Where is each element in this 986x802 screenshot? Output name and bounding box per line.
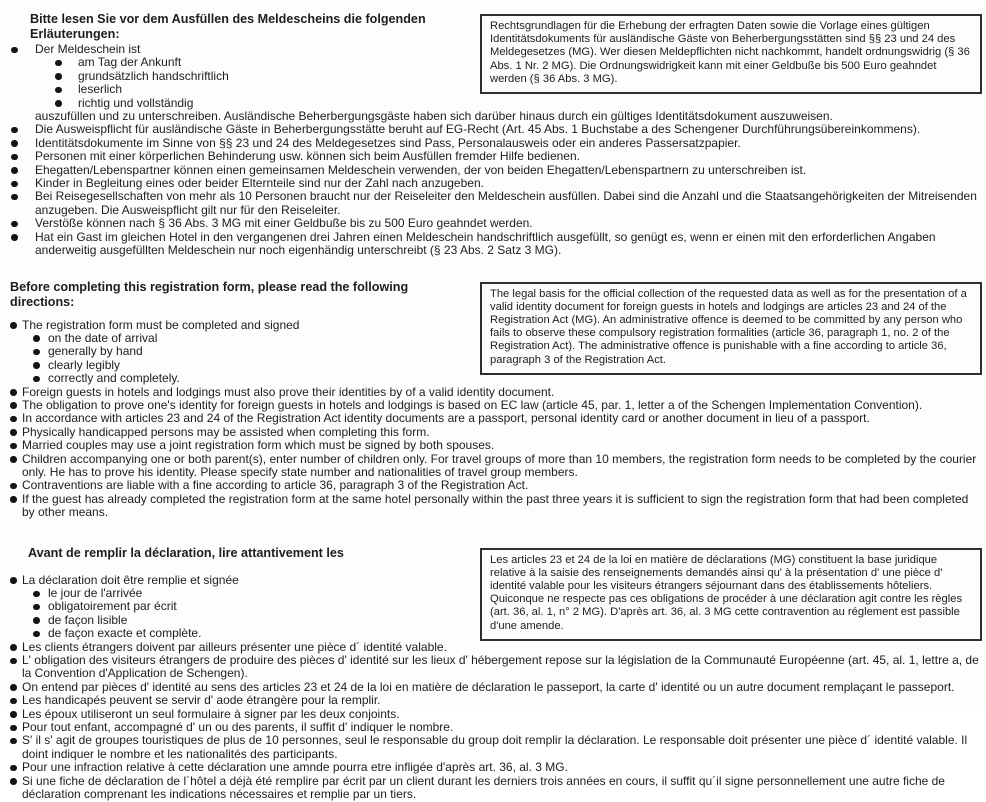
sub-list (35, 56, 982, 110)
sub-list-item-text: leserlich (78, 82, 123, 97)
bullet-icon (33, 349, 40, 356)
list-item (8, 439, 982, 452)
list-item (8, 708, 982, 721)
sub-list-item-text: am Tag der Ankunft (78, 55, 182, 70)
list-item (8, 479, 982, 492)
list-item-text: Identitätsdokumente im Sinne von §§ 23 und 24 des Meldegesetzes sind Pass, Personalausweis oder ein anderes Passersatzpapier. (35, 135, 741, 150)
list-item-text: The obligation to prove one's identity for foreign guests in hotels and lodgings is based on EC law (article 45, par. 1, letter a of the Schengen Implementation Convention). (22, 397, 923, 412)
sub-list-item-text: correctly and completely. (48, 371, 180, 386)
list-item-continuation: auszufüllen und zu unterschreiben. Ausländische Beherbergungsgäste haben sich darüber hinaus durch ein gültiges Identitätsdokument auszuweisen. (35, 109, 833, 124)
section-german-instructions (8, 12, 982, 258)
list-item-text: Les handicapés peuvent se servir d' aode étrangère pour la remplir. (22, 693, 381, 708)
list-item (8, 399, 982, 412)
list-item (8, 654, 982, 681)
sub-list-item-text: generally by hand (48, 344, 143, 359)
sub-list-item-text: clearly legibly (48, 357, 121, 372)
bullet-icon (10, 389, 17, 396)
list-item-text: Les clients étrangers doivent par ailleurs présenter une pièce d´ identité valable. (22, 639, 447, 654)
bullet-icon (10, 577, 17, 584)
list-item-text: Ehegatten/Lebenspartner können einen gemeinsamen Meldeschein verwenden, der von beiden Ehegatten/Lebenspartnern zu unterschreiben ist. (35, 162, 807, 177)
list-item-text: Hat ein Gast im gleichen Hotel in den vergangenen drei Jahren einen Meldeschein handschriftlich ausgefüllt, so genügt es, wenn er einen mit den erforderlichen Angaben anderweitig ausgefüllten Meldeschein nur noch eigenhändig unterschreibt (§ 23 Abs. 2 Satz 3 MG). (35, 229, 936, 258)
legal-basis-text-fr: Les articles 23 et 24 de la loi en matière de déclarations (MG) constituent la base juridique relative à la saisie des renseignements demandés ainsi qu' à la présentation d' une pièce d' identité valable pour les visiteurs étrangers séjournant dans des établissements hôteliers. Quiconque ne respecte pas ces obligations de procéder à une déclaration agit contre les règles (art. 36, al. 1, n° 2 MG). D'après art. 36, al. 3 MG cette contravention au réglement est passible d'une amende. (490, 553, 963, 632)
bullet-icon (55, 100, 62, 107)
bullet-icon (10, 698, 17, 705)
list-item (8, 721, 982, 734)
list-item-text: If the guest has already completed the registration form at the same hotel personally within the past three years it is sufficient to sign the registration form that had been completed by other means. (22, 491, 969, 520)
list-item (8, 190, 982, 217)
bullet-icon (33, 604, 40, 611)
bullet-icon (11, 167, 18, 174)
sub-list-item (22, 587, 982, 600)
bullet-icon (11, 154, 18, 161)
list-item (8, 734, 982, 761)
list-item (8, 694, 982, 707)
sub-list-item (22, 332, 982, 345)
sub-list-item-text: on the date of arrival (48, 330, 158, 345)
sub-list-item-text: de façon exacte et complète. (48, 626, 202, 641)
bullet-icon (55, 87, 62, 94)
list-item (8, 43, 982, 123)
section-heading-en: Before completing this registration form, please read the following directions: (10, 279, 409, 309)
bullet-icon (33, 631, 40, 638)
list-item (8, 493, 982, 520)
bullet-icon (11, 140, 18, 147)
list-item-text: Kinder in Begleitung eines oder beider Elternteile sind nur der Zahl nach anzugeben. (35, 176, 484, 191)
sub-list-item (22, 600, 982, 613)
sub-list-item-text: de façon lisible (48, 612, 128, 627)
list-item-text: Personen mit einer körperlichen Behinderung usw. können sich beim Ausfüllen fremder Hilfe bedienen. (35, 149, 580, 164)
bullet-icon (10, 496, 17, 503)
sub-list-item (22, 345, 982, 358)
bullet-icon (10, 765, 17, 772)
list-item-text: Bei Reisegesellschaften von mehr als 10 Personen braucht nur der Reiseleiter den Meldeschein ausfüllen. Dabei sind die Anzahl und die Staatsangehörigkeiten der Mitreisenden anzugeben. Die Ausweispflicht gilt nur für den Reiseleiter. (35, 189, 977, 217)
list-item-text: La déclaration doit être remplie et signée (22, 572, 239, 587)
list-item-text: S' il s' agit de groupes touristiques de plus de 10 personnes, seul le responsable du group doit remplir la déclaration. Le responsable doit présenter une pièce d´ identité valable. Il doint indiquer le nombre et les nationalités des participants. (22, 733, 968, 761)
sub-list-item-text: le jour de l'arrivée (48, 586, 143, 600)
list-item (8, 641, 982, 654)
bullet-icon (10, 416, 17, 423)
legal-basis-text-de: Rechtsgrundlagen für die Erhebung der erfragten Daten sowie die Vorlage eines gültigen Identitätsdokuments für ausländische Gäste von Beherbergungsstätten sind §§ 23 und 24 des Meldegesetzes (MG). Wer diesen Meldepflichten nicht nachkommt, handelt ordnungswidrig (§ 36 Abs. 1 Nr. 2 MG). Die Ordnungswidrigkeit kann mit einer Geldbuße bis 500 Euro geahndet werden (§ 36 Abs. 3 MG). (490, 20, 970, 85)
bullet-icon (10, 443, 17, 450)
bullet-icon (10, 725, 17, 732)
bullet-icon (10, 711, 17, 718)
sub-list-item (35, 70, 982, 83)
list-item-text: In accordance with articles 23 and 24 of the Registration Act identity documents are a passport, personal identity card or another document in lieu of a passport. (22, 411, 870, 426)
bullet-icon (10, 644, 17, 651)
bullet-icon (10, 778, 17, 785)
list-item-text: Verstöße können nach § 36 Abs. 3 MG mit einer Geldbuße bis zu 500 Euro geahndet werden. (35, 216, 533, 231)
sub-list (22, 332, 982, 386)
bullet-icon (55, 60, 62, 67)
bullet-icon (33, 617, 40, 624)
list-item-text: Married couples may use a joint registration form which must be signed by both spouses. (22, 438, 495, 453)
bullet-icon (33, 362, 40, 369)
bullet-icon (33, 591, 40, 598)
bullet-icon (11, 221, 18, 228)
list-item (8, 123, 982, 136)
list-item (8, 386, 982, 399)
list-item (8, 177, 982, 190)
instruction-list-de (8, 43, 982, 258)
bullet-icon (55, 73, 62, 80)
list-item (8, 761, 982, 774)
instruction-list-fr (8, 574, 982, 802)
list-item (8, 412, 982, 425)
list-item-text: Si une fiche de déclaration de l´hôtel a déjà été remplire par écrit par un client durant les derniers trois années en cours, il suffit qu´il signe personnellement une autre fiche de déclaration comprenant les indications nécessaires et remplie par un tiers. (22, 773, 945, 802)
sub-list-item-text: grundsätzlich handschriftlich (78, 68, 229, 83)
list-item (8, 217, 982, 230)
sub-list-item (22, 614, 982, 627)
bullet-icon (11, 47, 18, 54)
section-heading-fr: Avant de remplir la déclaration, lire attantivement les (28, 545, 344, 560)
bullet-icon (10, 738, 17, 745)
section-french-instructions (8, 546, 982, 802)
list-item (8, 775, 982, 802)
sub-list-item (22, 359, 982, 372)
sub-list-item (22, 627, 982, 640)
sub-list-item-text: obligatoirement par écrit (48, 599, 177, 614)
bullet-icon (10, 658, 17, 665)
bullet-icon (11, 127, 18, 134)
instruction-list-en (8, 319, 982, 520)
list-item-text: Die Ausweispflicht für ausländische Gäste in Beherbergungsstätte beruht auf EG-Recht (Art. 45 Abs. 1 Buchstabe a des Schengener Durchführungsübereinkommens). (35, 122, 921, 137)
list-item-text: Physically handicapped persons may be assisted when completing this form. (22, 424, 430, 439)
sub-list-item (22, 372, 982, 385)
bullet-icon (10, 322, 17, 329)
sub-list (22, 587, 982, 641)
legal-basis-text-en: The legal basis for the official collection of the requested data as well as for the presentation of a valid identity document for foreign guests in hotels and lodgings are articles 23 and 24 of the Registration Act (MG). An administrative offence is deemed to be committed by any person who fails to observe these compulsory registration formalities (article 36, paragraph 1, no. 2 of the Registration Act). The administrative offence is punishable with a fine according to article 36, paragraph 3 of the Registration Act. (490, 287, 967, 366)
list-item-text: Children accompanying one or both parent(s), enter number of children only. For travel groups of more than 10 members, the registration form needs to be completed by the courier only. He has to prove his identity. Please specify state number and nationalities of travel group members. (22, 451, 977, 479)
list-item (8, 231, 982, 258)
list-item (8, 164, 982, 177)
bullet-icon (10, 483, 17, 490)
list-item-text: Pour tout enfant, accompagné d' un ou des parents, il suffit d' indiquer le nombre. (22, 720, 454, 735)
list-item (8, 137, 982, 150)
section-english-instructions (8, 280, 982, 520)
list-item-text: Pour une infraction relative à cette déclaration une amnde pourra etre infligée d'après art. 36, al. 3 MG. (22, 760, 568, 775)
sub-list-item (35, 83, 982, 96)
list-item-text: The registration form must be completed and signed (22, 317, 300, 332)
bullet-icon (33, 335, 40, 342)
list-item (8, 681, 982, 694)
bullet-icon (33, 376, 40, 383)
list-item-text: Contraventions are liable with a fine according to article 36, paragraph 3 of the Registration Act. (22, 478, 529, 493)
list-item-text: L' obligation des visiteurs étrangers de produire des pièces d' identité sur les lieux d' hébergement repose sur la législation de la Communauté Européenne (art. 45, al. 1, lettre a, de la Convention d'Application de Schengen). (22, 653, 979, 681)
list-item-text: Der Meldeschein ist (35, 42, 141, 56)
bullet-icon (11, 234, 18, 241)
sub-list-item (35, 97, 982, 110)
list-item-text: On entend par pièces d' identité au sens des articles 23 et 24 de la loi en matière de déclaration le passeport, la carte d' identité ou un autre document remplaçant le passeport. (22, 679, 955, 694)
list-item (8, 150, 982, 163)
bullet-icon (10, 456, 17, 463)
list-item-text: Foreign guests in hotels and lodgings must also prove their identities by of a valid identity document. (22, 384, 555, 399)
list-item (8, 453, 982, 480)
list-item (8, 574, 982, 641)
bullet-icon (10, 684, 17, 691)
section-heading-de: Bitte lesen Sie vor dem Ausfüllen des Meldescheins die folgenden Erläuterungen: (30, 12, 426, 41)
bullet-icon (10, 429, 17, 436)
list-item (8, 426, 982, 439)
bullet-icon (11, 181, 18, 188)
sub-list-item (35, 56, 982, 69)
bullet-icon (11, 194, 18, 201)
sub-list-item-text: richtig und vollständig (78, 95, 194, 110)
list-item (8, 319, 982, 386)
bullet-icon (10, 402, 17, 409)
list-item-text: Les époux utiliseront un seul formulaire à signer par les deux conjoints. (22, 706, 400, 721)
